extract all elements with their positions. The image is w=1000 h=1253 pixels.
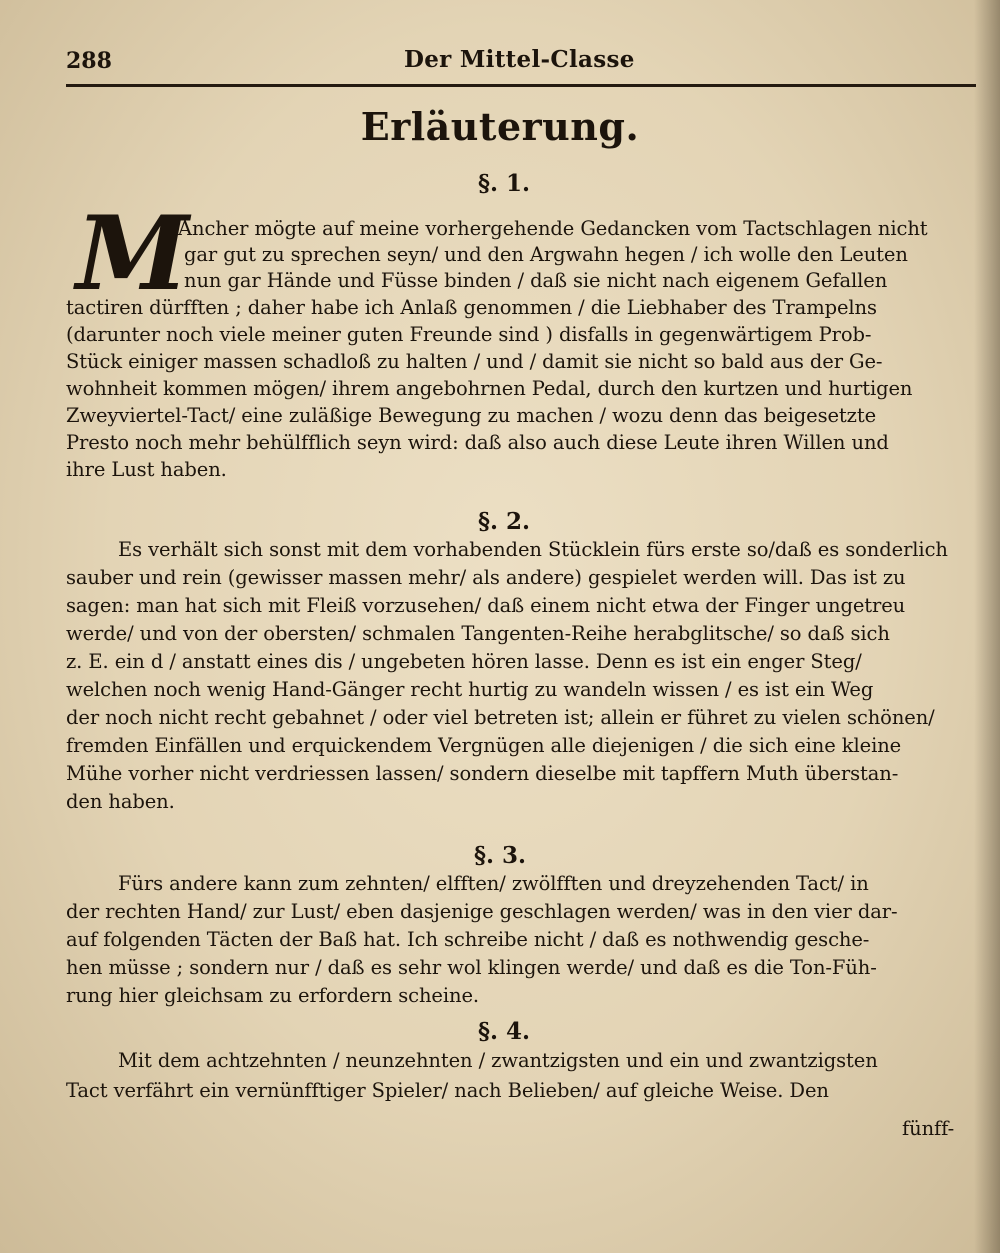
text-line: Ancher mögte auf meine vorhergehende Gedancken vom Tactschlagen nicht (178, 217, 928, 240)
text-line: werde/ und von der obersten/ schmalen Tangenten-Reihe herabglitsche/ so daß sich (66, 622, 890, 645)
text-line: ihre Lust haben. (66, 458, 227, 481)
paragraph-label-3: §. 3. (474, 842, 527, 869)
text-line: den haben. (66, 790, 175, 813)
text-line: der rechten Hand/ zur Lust/ eben dasjenige geschlagen werden/ was in den vier dar- (66, 900, 898, 923)
text-line: sagen: man hat sich mit Fleiß vorzusehen/ daß einem nicht etwa der Finger ungetreu (66, 594, 906, 617)
decorated-initial: M (76, 194, 189, 314)
text-line: rung hier gleichsam zu erfordern scheine. (66, 984, 480, 1007)
page-header (66, 44, 976, 74)
section-heading: Erläuterung. (360, 104, 640, 149)
text-line: hen müsse ; sondern nur / daß es sehr wol klingen werde/ und daß es die Ton-Füh- (66, 956, 877, 979)
text-line: wohnheit kommen mögen/ ihrem angebohrnen Pedal, durch den kurtzen und hurtigen (66, 377, 913, 400)
paragraph-label-4: §. 4. (478, 1018, 531, 1045)
text-line: Mit dem achtzehnten / neunzehnten / zwantzigsten und ein und zwantzigsten (118, 1049, 878, 1072)
running-title: Der Mittel-Classe (404, 46, 635, 73)
header-rule (66, 84, 976, 87)
text-line: fremden Einfällen und erquickendem Vergnügen alle diejenigen / die sich eine kleine (66, 734, 902, 757)
text-line: Fürs andere kann zum zehnten/ elfften/ zwölfften und dreyzehenden Tact/ in (118, 872, 869, 895)
text-line: welchen noch wenig Hand-Gänger recht hurtig zu wandeln wissen / es ist ein Weg (66, 678, 874, 701)
text-line: der noch nicht recht gebahnet / oder viel betreten ist; allein er führet zu vielen schönen/ (66, 706, 935, 729)
text-line: gar gut zu sprechen seyn/ und den Argwahn hegen / ich wolle den Leuten (184, 243, 908, 266)
text-line: Stück einiger massen schadloß zu halten / und / damit sie nicht so bald aus der Ge- (66, 350, 883, 373)
text-line: Es verhält sich sonst mit dem vorhabenden Stücklein fürs erste so/daß es sonderlich (118, 538, 948, 561)
paragraph-label-1: §. 1. (478, 170, 531, 197)
text-line: auf folgenden Täcten der Baß hat. Ich schreibe nicht / daß es nothwendig gesche- (66, 928, 870, 951)
text-line: Presto noch mehr behülfflich seyn wird: daß also auch diese Leute ihren Willen und (66, 431, 889, 454)
text-line: z. E. ein d / anstatt eines dis / ungebeten hören lasse. Denn es ist ein enger Steg/ (66, 650, 862, 673)
text-line: nun gar Hände und Füsse binden / daß sie nicht nach eigenem Gefallen (184, 269, 888, 292)
page-number: 288 (66, 48, 112, 74)
text-line: Zweyviertel-Tact/ eine zuläßige Bewegung zu machen / wozu denn das beigesetzte (66, 404, 877, 427)
text-line: Mühe vorher nicht verdriessen lassen/ sondern dieselbe mit tapffern Muth überstan- (66, 762, 899, 785)
paragraph-label-2: §. 2. (478, 508, 531, 535)
text-line: (darunter noch viele meiner guten Freunde sind ) disfalls in gegenwärtigem Prob- (66, 323, 872, 346)
catchword: fünff- (902, 1117, 955, 1140)
page-edge-shadow (974, 0, 1000, 1253)
text-line: sauber und rein (gewisser massen mehr/ als andere) gespielet werden will. Das ist zu (66, 566, 906, 589)
text-line: Tact verfährt ein vernünfftiger Spieler/ nach Belieben/ auf gleiche Weise. Den (66, 1079, 829, 1102)
text-line: tactiren dürfften ; daher habe ich Anlaß genommen / die Liebhaber des Trampelns (66, 296, 877, 319)
